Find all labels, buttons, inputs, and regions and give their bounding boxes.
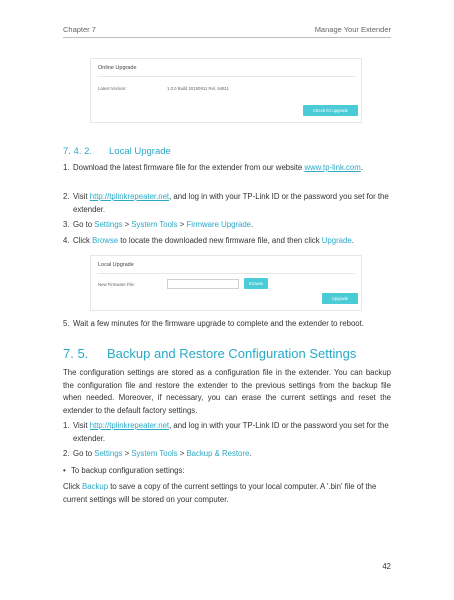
section-heading-backup-restore [63, 346, 356, 361]
bullet-item: • To backup configuration settings: [63, 465, 391, 478]
section-title: Backup and Restore Configuration Settings [107, 346, 357, 361]
page-header [63, 24, 391, 38]
section-number: 7. 5. [63, 346, 89, 361]
section-title: Local Upgrade [109, 146, 171, 157]
panel-divider [97, 273, 355, 274]
list-item: 1. Visit http://tplinkrepeater.net, and log in with your TP-Link ID or the password you set for the extender. [63, 421, 389, 443]
list-item: 2. Go to Settings > System Tools > Backup & Restore. [63, 449, 252, 458]
firmware-file-input[interactable] [167, 279, 239, 289]
panel-title: Local Upgrade [98, 262, 134, 268]
local-upgrade-panel [90, 255, 362, 311]
section-number: 7. 4. 2. [63, 146, 93, 157]
section-heading-local-upgrade [63, 146, 171, 157]
upgrade-button[interactable]: Upgrade [322, 293, 358, 304]
check-for-upgrade-button[interactable]: Check for upgrade [303, 105, 358, 116]
browse-button[interactable]: Browse [244, 278, 268, 289]
list-item: 3. Go to Settings > System Tools > Firmware Upgrade. [63, 220, 254, 229]
list-item: 1. Download the latest firmware file for the extender from our website www.tp-link.com. [63, 163, 363, 172]
latest-version-label: Latest Version: [98, 86, 127, 91]
firmware-file-label: New Firmware File: [98, 282, 136, 287]
website-link[interactable]: www.tp-link.com [304, 163, 361, 172]
list-item: 4. Click Browse to locate the downloaded new firmware file, and then click Upgrade. [63, 236, 354, 245]
panel-title: Online Upgrade [98, 65, 137, 71]
repeater-url-link[interactable]: http://tplinkrepeater.net [89, 192, 170, 201]
online-upgrade-panel [90, 58, 362, 123]
backup-paragraph: Click Backup to save a copy of the current settings to your local computer. A '.bin' file of the current settings will be stored on your computer. [63, 482, 377, 504]
bullet-icon: • [63, 466, 66, 475]
list-item: 5. Wait a few minutes for the firmware upgrade to complete and the extender to reboot. [63, 319, 364, 328]
repeater-url-link[interactable]: http://tplinkrepeater.net [89, 421, 170, 430]
latest-version-value: 1.0.0 Build 20190911 Rel. 64811 [167, 86, 229, 91]
backup-link[interactable]: Backup [82, 482, 109, 491]
list-item: 2. Visit http://tplinkrepeater.net, and log in with your TP-Link ID or the password you set for the extender. [63, 192, 389, 214]
panel-divider [97, 76, 355, 77]
page-number: 42 [382, 562, 391, 571]
chapter-title: Manage Your Extender [314, 25, 391, 34]
chapter-label: Chapter 7 [63, 25, 96, 34]
intro-paragraph: The configuration settings are stored as a configuration file in the extender. You can backup the configuration file and restore the extender to the previous settings from the backup file when needed. Moreover, if necessary, you can erase the current settings and reset the extender to the default factory settings. [63, 368, 391, 415]
